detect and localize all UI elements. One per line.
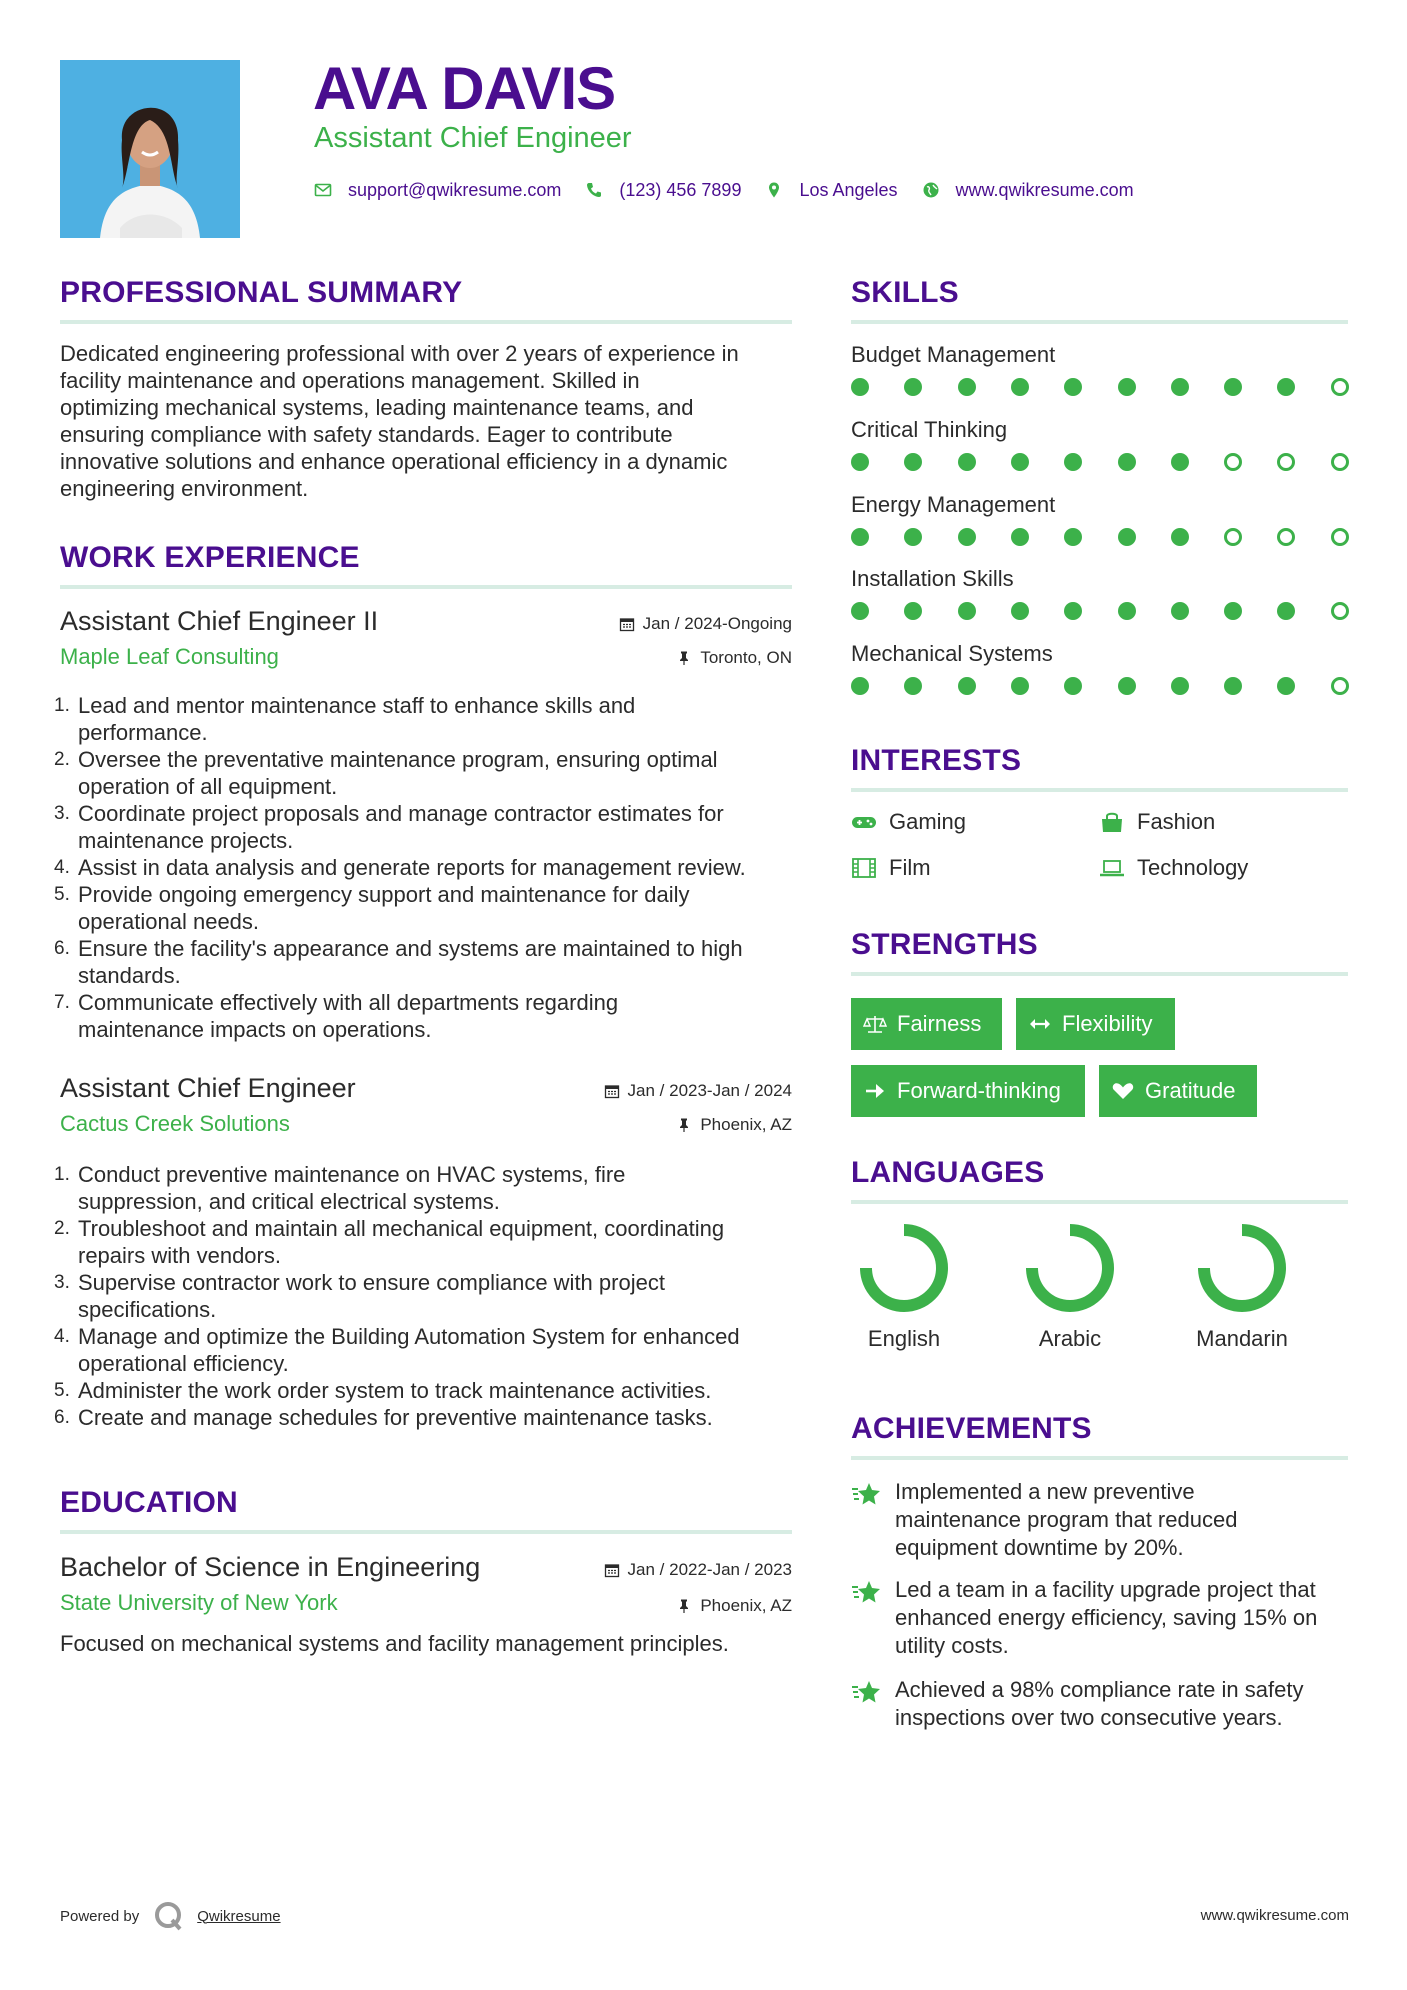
achievement-item xyxy=(851,1676,1348,1736)
education-date-text: Jan / 2022-Jan / 2023 xyxy=(627,1560,792,1579)
job-duties-list xyxy=(54,692,792,1043)
language-level-ring xyxy=(1196,1222,1288,1314)
skill-dot-filled xyxy=(1064,453,1082,471)
education-location xyxy=(676,1596,792,1616)
languages-heading: LANGUAGES xyxy=(851,1156,1045,1189)
skill-dot-filled xyxy=(958,677,976,695)
interest-label: Film xyxy=(889,855,931,880)
star-icon xyxy=(851,1678,883,1706)
skill-dot-filled xyxy=(1011,602,1029,620)
candidate-name: AVA DAVIS xyxy=(313,55,616,122)
contact-website-text: www.qwikresume.com xyxy=(955,179,1134,200)
contact-location xyxy=(765,180,897,201)
skill-dot-filled xyxy=(851,602,869,620)
contact-phone-text: (123) 456 7899 xyxy=(619,179,742,200)
arrow-right-icon xyxy=(863,1081,887,1101)
interest-item xyxy=(1099,855,1248,881)
interest-item xyxy=(1099,809,1215,835)
skill-dot-filled xyxy=(851,677,869,695)
summary-line: optimizing mechanical systems, leading maintenance teams, and xyxy=(60,395,694,420)
list-item: 4. Assist in data analysis and generate reports for management review. xyxy=(54,855,746,880)
skill-dot-filled xyxy=(1064,528,1082,546)
education-header xyxy=(60,1552,792,1628)
balance-scale-icon xyxy=(863,1014,887,1034)
skill-dot-filled xyxy=(1064,602,1082,620)
language-item xyxy=(1010,1222,1130,1352)
list-item: 1. Conduct preventive maintenance on HVAC systems, fire suppression, and critical electrical systems. xyxy=(54,1162,626,1214)
skill-dot-filled xyxy=(904,453,922,471)
interest-item xyxy=(851,855,931,881)
skill-dot-filled xyxy=(1118,378,1136,396)
strengths-divider xyxy=(851,972,1348,976)
language-name: Mandarin xyxy=(1196,1326,1288,1351)
globe-icon xyxy=(922,181,940,199)
summary-text xyxy=(60,340,792,502)
language-item xyxy=(1182,1222,1302,1352)
heart-icon xyxy=(1111,1081,1135,1101)
summary-line: innovative solutions and enhance operational efficiency in a dynamic xyxy=(60,449,728,474)
skill-item xyxy=(851,342,1348,417)
contact-email-text: support@qwikresume.com xyxy=(348,179,562,200)
job-date xyxy=(619,614,792,634)
skill-dot-filled xyxy=(1011,528,1029,546)
summary-heading: PROFESSIONAL SUMMARY xyxy=(60,276,463,309)
achievement-item xyxy=(851,1576,1348,1666)
list-item: 5. Administer the work order system to track maintenance activities. xyxy=(54,1378,712,1403)
profile-photo-illustration xyxy=(60,60,240,238)
skill-dot-filled xyxy=(1171,677,1189,695)
education-date xyxy=(604,1560,792,1580)
skill-dot-filled xyxy=(904,602,922,620)
interest-label: Technology xyxy=(1137,855,1249,880)
experience-heading: WORK EXPERIENCE xyxy=(60,541,360,574)
arrows-horizontal-icon xyxy=(1028,1014,1052,1034)
skill-dot-filled xyxy=(904,378,922,396)
skill-dot-filled xyxy=(1224,378,1242,396)
skill-dot-filled xyxy=(1118,602,1136,620)
skill-dot-filled xyxy=(958,453,976,471)
calendar-icon xyxy=(604,1562,620,1578)
skill-dot-filled xyxy=(1118,453,1136,471)
skill-dot-empty xyxy=(1331,528,1349,546)
job-date xyxy=(604,1081,792,1101)
skill-dot-filled xyxy=(958,602,976,620)
profile-photo xyxy=(60,60,240,238)
calendar-icon xyxy=(619,616,635,632)
job-location xyxy=(676,1115,792,1135)
skill-dot-empty xyxy=(1331,378,1349,396)
job-location-text: Toronto, ON xyxy=(700,648,792,667)
language-name: English xyxy=(867,1326,941,1351)
skill-dot-filled xyxy=(851,528,869,546)
footer-branding xyxy=(60,1900,281,1932)
pin-icon xyxy=(676,1598,692,1614)
skill-item xyxy=(851,641,1348,716)
skill-dot-filled xyxy=(1011,378,1029,396)
summary-line: facility maintenance and operations management. Skilled in xyxy=(60,368,640,393)
summary-line: engineering environment. xyxy=(60,476,309,501)
job-date-text: Jan / 2023-Jan / 2024 xyxy=(627,1081,792,1100)
strengths-heading: STRENGTHS xyxy=(851,928,1038,961)
skill-dot-empty xyxy=(1331,602,1349,620)
list-item: 7. Communicate effectively with all departments regarding maintenance impacts on operations. xyxy=(54,990,619,1042)
skill-dot-filled xyxy=(1277,378,1295,396)
star-icon xyxy=(851,1578,883,1606)
education-entry xyxy=(60,1552,792,1657)
strength-label: Flexibility xyxy=(1062,1011,1153,1036)
achievement-text: Achieved a 98% compliance rate in safety inspections over two consecutive years. xyxy=(895,1677,1304,1730)
job-header xyxy=(60,1073,792,1149)
skill-name: Mechanical Systems xyxy=(851,641,1053,666)
brand-link[interactable]: Qwikresume xyxy=(197,1907,281,1925)
laptop-icon xyxy=(1099,857,1125,879)
achievement-text: Implemented a new preventive maintenance program that reduced equipment downtime by 20%. xyxy=(895,1479,1238,1560)
interest-label: Fashion xyxy=(1137,809,1216,834)
job-location xyxy=(676,648,792,668)
summary-line: Dedicated engineering professional with over 2 years of experience in xyxy=(60,341,739,366)
skill-dot-filled xyxy=(1171,602,1189,620)
skill-dot-empty xyxy=(1331,453,1349,471)
list-item: 3. Supervise contractor work to ensure compliance with project specifications. xyxy=(54,1270,665,1322)
strength-label: Forward-thinking xyxy=(897,1078,1061,1103)
qwikresume-logo-icon xyxy=(153,1900,185,1932)
job-role: Assistant Chief Engineer xyxy=(60,1073,356,1103)
skill-dot-filled xyxy=(1277,602,1295,620)
job-role: Assistant Chief Engineer II xyxy=(60,606,379,636)
education-degree: Bachelor of Science in Engineering xyxy=(60,1552,481,1582)
skill-dot-filled xyxy=(904,528,922,546)
skill-dot-filled xyxy=(851,453,869,471)
interest-item xyxy=(851,809,966,835)
skill-rating xyxy=(851,453,1348,473)
languages-divider xyxy=(851,1200,1348,1204)
contact-website[interactable] xyxy=(922,180,1134,201)
achievements-heading: ACHIEVEMENTS xyxy=(851,1412,1092,1445)
language-level-ring xyxy=(858,1222,950,1314)
job-duties-list xyxy=(54,1161,792,1431)
contact-email[interactable] xyxy=(314,180,561,201)
skill-dot-filled xyxy=(1011,677,1029,695)
skill-dot-filled xyxy=(1224,602,1242,620)
interests-heading: INTERESTS xyxy=(851,744,1022,777)
skill-dot-empty xyxy=(1224,528,1242,546)
skill-rating xyxy=(851,378,1348,398)
skill-name: Critical Thinking xyxy=(851,417,1008,442)
skill-dot-filled xyxy=(958,528,976,546)
powered-by-text: Powered by xyxy=(60,1907,140,1925)
interest-label: Gaming xyxy=(889,809,967,834)
skill-dot-filled xyxy=(1224,677,1242,695)
education-description: Focused on mechanical systems and facility management principles. xyxy=(60,1631,729,1656)
skill-dot-filled xyxy=(1171,453,1189,471)
summary-divider xyxy=(60,320,792,324)
skill-dot-empty xyxy=(1331,677,1349,695)
achievements-divider xyxy=(851,1456,1348,1460)
education-heading: EDUCATION xyxy=(60,1486,238,1519)
film-icon xyxy=(851,857,877,879)
skill-dot-filled xyxy=(1277,677,1295,695)
achievement-text: Led a team in a facility upgrade project that enhanced energy efficiency, saving 15% on utility costs. xyxy=(895,1577,1318,1658)
experience-divider xyxy=(60,585,792,589)
job-location-text: Phoenix, AZ xyxy=(700,1115,792,1134)
summary-line: ensuring compliance with safety standards. Eager to contribute xyxy=(60,422,673,447)
skill-dot-empty xyxy=(1277,453,1295,471)
language-item xyxy=(844,1222,964,1352)
list-item: 2. Oversee the preventative maintenance program, ensuring optimal operation of all equipment. xyxy=(54,747,718,799)
skills-divider xyxy=(851,320,1348,324)
skill-dot-filled xyxy=(958,378,976,396)
contact-location-text: Los Angeles xyxy=(799,179,898,200)
education-location-text: Phoenix, AZ xyxy=(700,1596,792,1615)
contact-bar xyxy=(314,178,1158,202)
skill-name: Budget Management xyxy=(851,342,1056,367)
job-date-text: Jan / 2024-Ongoing xyxy=(642,614,792,633)
skill-dot-empty xyxy=(1224,453,1242,471)
skills-heading: SKILLS xyxy=(851,276,959,309)
strength-tag xyxy=(851,1065,1085,1117)
skill-dot-filled xyxy=(1171,528,1189,546)
strength-tag xyxy=(1099,1065,1257,1117)
skill-dot-filled xyxy=(1118,677,1136,695)
skill-dot-filled xyxy=(904,677,922,695)
achievement-item xyxy=(851,1478,1348,1568)
skill-item xyxy=(851,492,1348,567)
skill-dot-filled xyxy=(1064,378,1082,396)
pin-icon xyxy=(676,650,692,666)
shopping-bag-icon xyxy=(1099,811,1125,833)
interests-divider xyxy=(851,788,1348,792)
contact-phone[interactable] xyxy=(585,180,741,201)
skill-rating xyxy=(851,528,1348,548)
list-item: 3. Coordinate project proposals and manage contractor estimates for maintenance projects. xyxy=(54,801,724,853)
education-divider xyxy=(60,1530,792,1534)
skill-rating xyxy=(851,677,1348,697)
job-company: Cactus Creek Solutions xyxy=(60,1111,290,1136)
strength-label: Gratitude xyxy=(1145,1078,1236,1103)
skill-rating xyxy=(851,602,1348,622)
strength-label: Fairness xyxy=(897,1011,982,1036)
job-entry xyxy=(54,1073,792,1431)
skill-dot-filled xyxy=(851,378,869,396)
list-item: 1. Lead and mentor maintenance staff to enhance skills and performance. xyxy=(54,693,636,745)
job-company: Maple Leaf Consulting xyxy=(60,644,279,669)
skill-name: Installation Skills xyxy=(851,566,1014,591)
phone-icon xyxy=(585,181,603,199)
strength-tag xyxy=(1016,998,1175,1050)
footer-website[interactable]: www.qwikresume.com xyxy=(1200,1907,1349,1924)
list-item: 4. Manage and optimize the Building Automation System for enhanced operational efficiency. xyxy=(54,1324,740,1376)
list-item: 5. Provide ongoing emergency support and maintenance for daily operational needs. xyxy=(54,882,690,934)
skill-dot-empty xyxy=(1277,528,1295,546)
skill-item xyxy=(851,417,1348,492)
calendar-icon xyxy=(604,1083,620,1099)
pin-icon xyxy=(676,1117,692,1133)
skill-dot-filled xyxy=(1171,378,1189,396)
job-entry xyxy=(54,606,792,1043)
skill-dot-filled xyxy=(1011,453,1029,471)
list-item: 6. Ensure the facility's appearance and systems are maintained to high standards. xyxy=(54,936,743,988)
language-level-ring xyxy=(1024,1222,1116,1314)
map-marker-icon xyxy=(765,181,783,199)
education-school: State University of New York xyxy=(60,1590,338,1615)
skill-name: Energy Management xyxy=(851,492,1056,517)
skill-dot-filled xyxy=(1064,677,1082,695)
star-icon xyxy=(851,1480,883,1508)
envelope-icon xyxy=(314,181,332,199)
candidate-title: Assistant Chief Engineer xyxy=(314,122,632,154)
list-item: 6. Create and manage schedules for preventive maintenance tasks. xyxy=(54,1405,713,1430)
job-header xyxy=(60,606,792,682)
gamepad-icon xyxy=(851,811,877,833)
skill-item xyxy=(851,566,1348,641)
strength-tag xyxy=(851,998,1002,1050)
skill-dot-filled xyxy=(1118,528,1136,546)
list-item: 2. Troubleshoot and maintain all mechanical equipment, coordinating repairs with vendors. xyxy=(54,1216,725,1268)
language-name: Arabic xyxy=(1038,1326,1102,1351)
